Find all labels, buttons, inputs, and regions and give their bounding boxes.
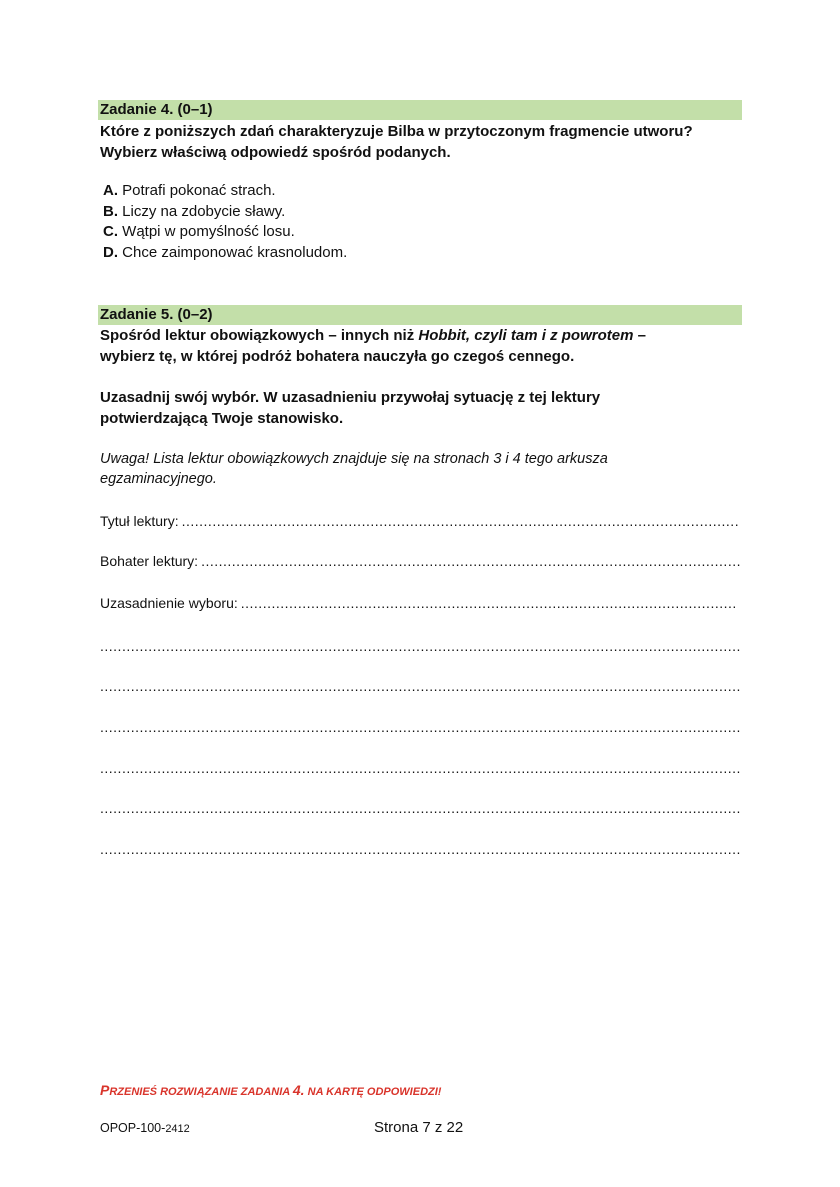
task5-book-title: Hobbit, czyli tam i z powrotem [418,327,634,344]
dotted-fill [100,799,740,817]
exam-code-suffix: 2412 [165,1123,190,1135]
exam-code-main: OPOP-100- [100,1121,166,1135]
task5-question-line2: wybierz tę, w której podróż bohatera nauczyła go czegoś cennego. [100,348,575,365]
task5-question-part1: Spośród lektur obowiązkowych – innych niż [100,327,419,344]
dotted-fill [100,637,740,655]
option-letter: D. [103,244,118,261]
task5-note-line2: egzaminacyjnego. [100,471,217,487]
task4-question-line2: Wybierz właściwą odpowiedź spośród podanych. [100,144,451,161]
dotted-fill [100,840,740,858]
hero-answer-line[interactable] [100,552,740,570]
answer-line[interactable] [100,718,740,736]
answer-line[interactable] [100,677,740,695]
task5-justify-line2: potwierdzającą Twoje stanowisko. [100,410,344,427]
page-number: Strona 7 z 22 [374,1119,464,1136]
transfer-instruction [100,1082,441,1098]
task5-question-part2: – [633,327,646,344]
transfer-text: RZENIEŚ ROZWIĄZANIE ZADANIA [109,1086,293,1098]
answer-line[interactable] [100,840,740,858]
dotted-fill [100,677,740,695]
title-answer-line[interactable] [100,512,740,530]
title-label: Tytuł lektury: [100,513,179,529]
task4-option-b [103,201,285,222]
option-text: Potrafi pokonać strach. [122,182,276,199]
option-text: Chce zaimponować krasnoludom. [122,244,348,261]
dotted-fill [241,594,736,612]
option-text: Liczy na zdobycie sławy. [122,203,286,220]
task4-option-c [103,221,295,242]
option-letter: C. [103,223,118,240]
transfer-task-number: 4. [292,1082,305,1098]
transfer-text-end: NA KARTĘ ODPOWIEDZI! [304,1086,442,1098]
task4-question-line1: Które z poniższych zdań charakteryzuje Bilba w przytoczonym fragmencie utworu? [100,123,693,140]
option-letter: B. [103,203,118,220]
dotted-fill [100,718,740,736]
transfer-initial: P [100,1082,110,1098]
exam-code [100,1121,190,1135]
task5-note-line1: Uwaga! Lista lektur obowiązkowych znajduje się na stronach 3 i 4 tego arkusza [100,451,608,467]
task4-option-d [103,242,347,263]
task4-header: Zadanie 4. (0–1) [98,100,742,120]
task5-header: Zadanie 5. (0–2) [98,305,742,325]
dotted-fill [182,512,740,530]
dotted-fill [100,759,740,777]
option-text: Wątpi w pomyślność losu. [122,223,295,240]
reason-label: Uzasadnienie wyboru: [100,595,238,611]
option-letter: A. [103,182,118,199]
answer-line[interactable] [100,799,740,817]
task5-question-line1 [100,325,646,346]
dotted-fill [201,552,740,570]
answer-line[interactable] [100,759,740,777]
hero-label: Bohater lektury: [100,553,199,569]
task5-justify-line1: Uzasadnij swój wybór. W uzasadnieniu przywołaj sytuację z tej lektury [100,389,601,406]
task4-option-a [103,180,276,201]
reason-answer-line[interactable] [100,594,736,612]
answer-line[interactable] [100,637,740,655]
